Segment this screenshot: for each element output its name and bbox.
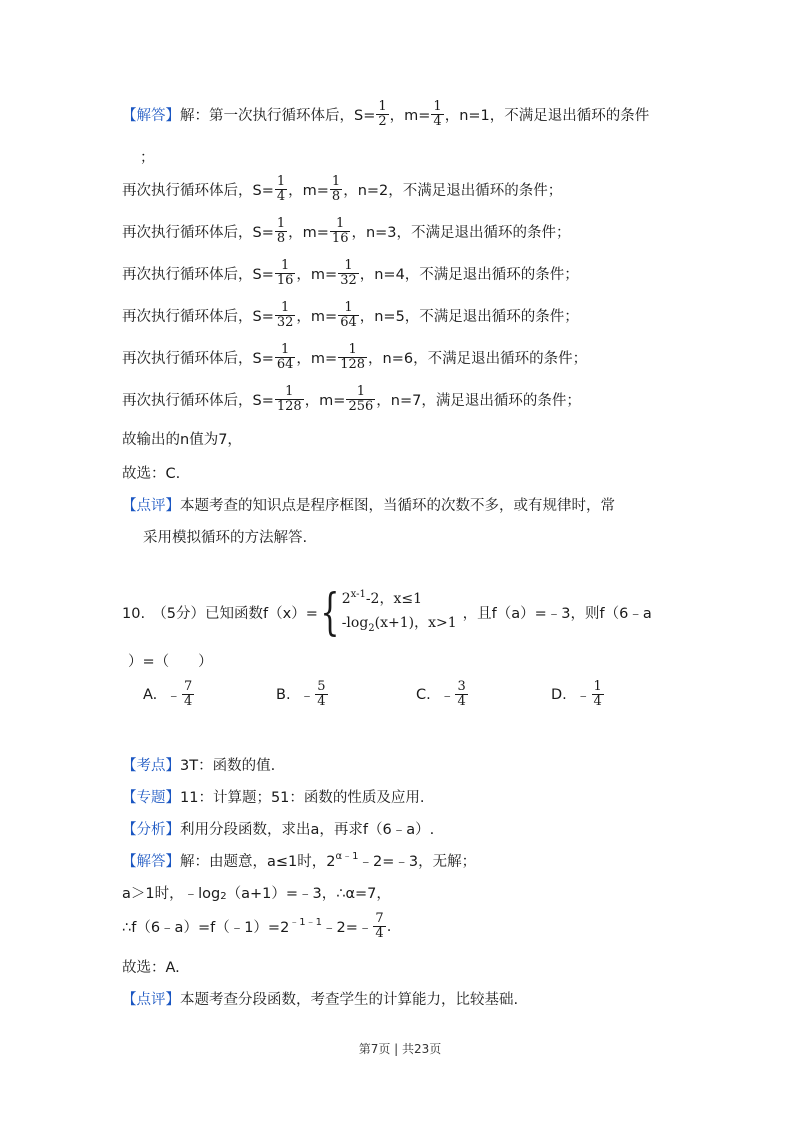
- option-d[interactable]: D. ﹣ $\frac{1}{4}$: [551, 679, 602, 709]
- option-a[interactable]: A. ﹣ $\frac{7}{4}$: [143, 679, 193, 709]
- sol9-comment-2: 采用模拟循环的方法解答.: [143, 530, 308, 546]
- left-brace: {: [320, 583, 340, 641]
- sol9-semicolon: ；: [140, 150, 155, 166]
- sol9-iter-5: 再次执行循环体后，S= $\frac{1}{64}$ ，m= $\frac{1}{128}$ ，n=6，不满足退出循环的条件；: [122, 342, 588, 372]
- sol9-iter-2: 再次执行循环体后，S= $\frac{1}{8}$ ，m= $\frac{1}{16}$ ，n=3，不满足退出循环的条件；: [122, 216, 571, 246]
- sol10-jieda: 【解答】 解：由题意，a≤1时，2 α﹣1 ﹣2=﹣3，无解；: [122, 851, 477, 870]
- sol10-choice: 故选：A.: [122, 960, 180, 976]
- answer-tag: 【解答】: [122, 108, 180, 124]
- sol9-iter-3: 再次执行循环体后，S= $\frac{1}{16}$ ，m= $\frac{1}{32}$ ，n=4，不满足退出循环的条件；: [122, 258, 579, 288]
- option-b[interactable]: B. ﹣ $\frac{5}{4}$: [276, 679, 326, 709]
- fraction: $\frac{1}{4}$: [433, 99, 442, 129]
- sol10-fenxi: 【分析】 利用分段函数，求出a，再求f（6﹣a）.: [122, 822, 435, 838]
- sol9-output: 故输出的n值为7，: [122, 432, 242, 448]
- sol9-iter-6: 再次执行循环体后，S= $\frac{1}{128}$ ，m= $\frac{1}{256}$ ，n=7，满足退出循环的条件；: [122, 384, 581, 414]
- fraction: $\frac{1}{2}$: [378, 99, 387, 129]
- sol9-iter-4: 再次执行循环体后，S= $\frac{1}{32}$ ，m= $\frac{1}{64}$ ，n=5，不满足退出循环的条件；: [122, 300, 579, 330]
- sol9-iter-1: 再次执行循环体后，S= $\frac{1}{4}$ ，m= $\frac{1}{8}$ ，n=2，不满足退出循环的条件；: [122, 174, 563, 204]
- option-c[interactable]: C. ﹣ $\frac{3}{4}$: [416, 679, 466, 709]
- sol10-zhuanti: 【专题】 11：计算题；51：函数的性质及应用.: [122, 790, 425, 806]
- sol10-comment: 【点评】 本题考查分段函数，考查学生的计算能力，比较基础.: [122, 992, 519, 1008]
- comment-tag: 【点评】: [122, 498, 180, 514]
- sol9-choice: 故选：C.: [122, 466, 181, 482]
- piecewise-cases: 2$^{x-1}$-2，x≤1 $-\log_2(x+1)$，x>1: [341, 589, 457, 634]
- sol10-line-2: a＞1时，﹣log 2 （a+1）=﹣3，∴α=7，: [122, 886, 391, 902]
- q10-stem-2: ）=（ ）: [128, 654, 213, 670]
- sol10-line-3: ∴f（6﹣a）=f（﹣1）=2 ﹣1﹣1 ﹣2=﹣ $\frac{7}{4}$ .: [122, 911, 392, 941]
- sol10-kaodian: 【考点】 3T：函数的值.: [122, 758, 276, 774]
- sol9-comment: 【点评】 本题考查的知识点是程序框图，当循环的次数不多，或有规律时，常: [122, 494, 615, 515]
- page-footer: 第7页 | 共23页: [358, 1042, 442, 1056]
- q10-stem: 10. （5分）已知函数f（x）= { 2$^{x-1}$-2，x≤1 $-\log_2(x+1)$，x>1 ，且f（a）=﹣3，则f（6﹣a: [122, 583, 652, 641]
- sol9-line-1: 【解答】 解：第一次执行循环体后，S= $\frac{1}{2}$ ，m= $\frac{1}{4}$ ，n=1，不满足退出循环的条件: [122, 99, 650, 129]
